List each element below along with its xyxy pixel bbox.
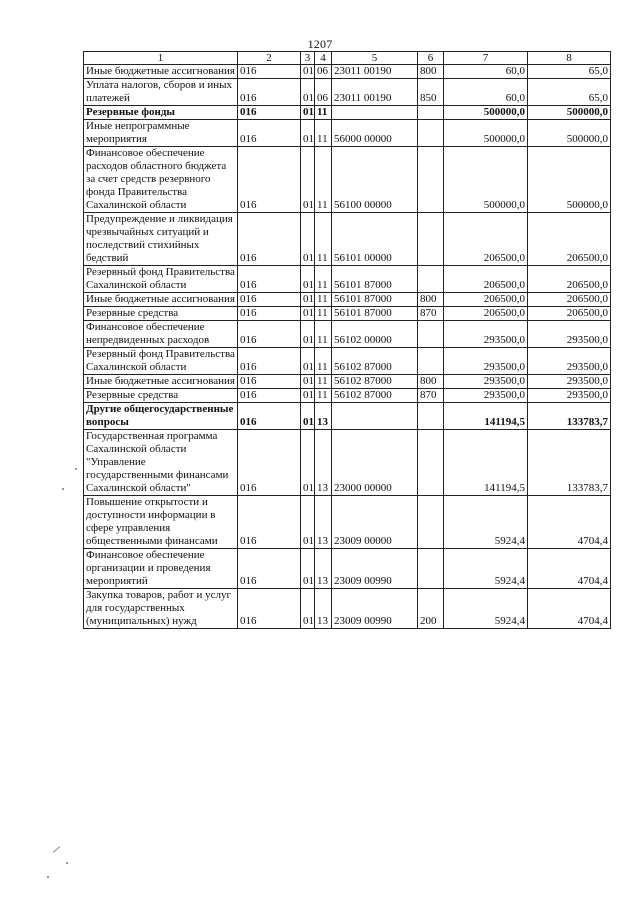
cell-ministry: 016 <box>238 348 301 375</box>
cell-sum-year-1: 60,0 <box>444 65 528 79</box>
cell-sum-year-1: 206500,0 <box>444 293 528 307</box>
cell-name: Уплата налогов, сборов и иных платежей <box>84 79 238 106</box>
cell-expense-type <box>418 106 444 120</box>
cell-name: Финансовое обеспечение организации и проведения мероприятий <box>84 549 238 589</box>
scan-speck <box>53 846 61 853</box>
cell-target-article: 56102 87000 <box>332 389 418 403</box>
cell-name: Резервные средства <box>84 307 238 321</box>
cell-expense-type <box>418 403 444 430</box>
cell-sum-year-2: 293500,0 <box>528 348 611 375</box>
cell-subsection: 11 <box>315 106 332 120</box>
cell-section: 01 <box>301 213 315 266</box>
cell-sum-year-2: 4704,4 <box>528 496 611 549</box>
cell-subsection: 11 <box>315 348 332 375</box>
cell-subsection: 13 <box>315 403 332 430</box>
cell-target-article <box>332 403 418 430</box>
cell-sum-year-1: 5924,4 <box>444 549 528 589</box>
scan-speck <box>66 862 68 864</box>
column-header: 1 <box>84 52 238 65</box>
cell-ministry: 016 <box>238 266 301 293</box>
cell-name: Предупреждение и ликвидация чрезвычайных ситуаций и последствий стихийных бедствий <box>84 213 238 266</box>
cell-target-article: 56101 00000 <box>332 213 418 266</box>
cell-sum-year-1: 60,0 <box>444 79 528 106</box>
cell-ministry: 016 <box>238 120 301 147</box>
cell-ministry: 016 <box>238 549 301 589</box>
cell-sum-year-2: 206500,0 <box>528 266 611 293</box>
cell-section: 01 <box>301 65 315 79</box>
header-row <box>84 52 611 65</box>
table-row <box>84 321 611 348</box>
cell-sum-year-2: 500000,0 <box>528 106 611 120</box>
table-row <box>84 375 611 389</box>
table-row <box>84 589 611 629</box>
cell-ministry: 016 <box>238 79 301 106</box>
cell-expense-type: 850 <box>418 79 444 106</box>
cell-expense-type: 800 <box>418 375 444 389</box>
cell-sum-year-2: 133783,7 <box>528 430 611 496</box>
table-row <box>84 403 611 430</box>
cell-sum-year-1: 5924,4 <box>444 589 528 629</box>
cell-sum-year-1: 500000,0 <box>444 120 528 147</box>
scan-speck <box>47 876 49 878</box>
cell-name: Иные бюджетные ассигнования <box>84 65 238 79</box>
cell-sum-year-2: 4704,4 <box>528 549 611 589</box>
cell-subsection: 11 <box>315 266 332 293</box>
cell-section: 01 <box>301 307 315 321</box>
cell-ministry: 016 <box>238 65 301 79</box>
cell-ministry: 016 <box>238 389 301 403</box>
cell-sum-year-1: 141194,5 <box>444 403 528 430</box>
table-row <box>84 213 611 266</box>
cell-subsection: 13 <box>315 589 332 629</box>
cell-sum-year-2: 293500,0 <box>528 375 611 389</box>
cell-subsection: 06 <box>315 65 332 79</box>
cell-target-article: 56102 00000 <box>332 321 418 348</box>
cell-ministry: 016 <box>238 213 301 266</box>
cell-section: 01 <box>301 403 315 430</box>
cell-name: Государственная программа Сахалинской области "Управление государственными финансами Сахалинской области" <box>84 430 238 496</box>
cell-section: 01 <box>301 120 315 147</box>
cell-ministry: 016 <box>238 589 301 629</box>
cell-name: Финансовое обеспечение расходов областного бюджета за счет средств резервного фонда Правительства Сахалинской области <box>84 147 238 213</box>
cell-expense-type: 200 <box>418 589 444 629</box>
cell-ministry: 016 <box>238 403 301 430</box>
cell-section: 01 <box>301 147 315 213</box>
cell-section: 01 <box>301 549 315 589</box>
cell-expense-type <box>418 549 444 589</box>
cell-target-article: 23009 00990 <box>332 549 418 589</box>
cell-subsection: 06 <box>315 79 332 106</box>
cell-subsection: 13 <box>315 496 332 549</box>
cell-subsection: 11 <box>315 213 332 266</box>
table-row <box>84 293 611 307</box>
cell-name: Иные бюджетные ассигнования <box>84 293 238 307</box>
cell-sum-year-1: 206500,0 <box>444 213 528 266</box>
cell-name: Иные непрограммные мероприятия <box>84 120 238 147</box>
cell-ministry: 016 <box>238 430 301 496</box>
cell-name: Резервный фонд Правительства Сахалинской области <box>84 348 238 375</box>
cell-section: 01 <box>301 389 315 403</box>
cell-sum-year-1: 293500,0 <box>444 389 528 403</box>
cell-sum-year-1: 293500,0 <box>444 375 528 389</box>
cell-subsection: 11 <box>315 307 332 321</box>
cell-section: 01 <box>301 589 315 629</box>
cell-sum-year-2: 65,0 <box>528 79 611 106</box>
cell-section: 01 <box>301 293 315 307</box>
page-number: 1207 <box>307 37 333 51</box>
cell-name: Резервные средства <box>84 389 238 403</box>
cell-target-article: 23011 00190 <box>332 79 418 106</box>
cell-name: Резервный фонд Правительства Сахалинской области <box>84 266 238 293</box>
table-row <box>84 266 611 293</box>
cell-expense-type <box>418 120 444 147</box>
cell-expense-type <box>418 266 444 293</box>
cell-ministry: 016 <box>238 375 301 389</box>
cell-ministry: 016 <box>238 496 301 549</box>
cell-sum-year-2: 293500,0 <box>528 389 611 403</box>
cell-expense-type <box>418 496 444 549</box>
table-row <box>84 79 611 106</box>
cell-ministry: 016 <box>238 321 301 348</box>
cell-subsection: 11 <box>315 120 332 147</box>
cell-target-article: 56102 87000 <box>332 348 418 375</box>
column-header: 8 <box>528 52 611 65</box>
cell-target-article: 56101 87000 <box>332 307 418 321</box>
cell-sum-year-2: 500000,0 <box>528 120 611 147</box>
column-header: 6 <box>418 52 444 65</box>
budget-table <box>83 51 611 629</box>
table-row <box>84 389 611 403</box>
table-row <box>84 348 611 375</box>
cell-section: 01 <box>301 106 315 120</box>
table-row <box>84 147 611 213</box>
cell-target-article: 23009 00990 <box>332 589 418 629</box>
cell-sum-year-2: 206500,0 <box>528 213 611 266</box>
cell-expense-type <box>418 348 444 375</box>
column-header: 2 <box>238 52 301 65</box>
cell-target-article: 56101 87000 <box>332 266 418 293</box>
cell-section: 01 <box>301 79 315 106</box>
cell-section: 01 <box>301 496 315 549</box>
cell-sum-year-2: 500000,0 <box>528 147 611 213</box>
cell-expense-type <box>418 147 444 213</box>
cell-name: Иные бюджетные ассигнования <box>84 375 238 389</box>
cell-subsection: 11 <box>315 389 332 403</box>
cell-sum-year-1: 500000,0 <box>444 147 528 213</box>
cell-expense-type: 870 <box>418 389 444 403</box>
table-row <box>84 120 611 147</box>
cell-section: 01 <box>301 430 315 496</box>
cell-sum-year-1: 293500,0 <box>444 348 528 375</box>
column-header: 4 <box>315 52 332 65</box>
cell-sum-year-1: 206500,0 <box>444 307 528 321</box>
cell-expense-type: 870 <box>418 307 444 321</box>
cell-target-article: 23011 00190 <box>332 65 418 79</box>
cell-target-article: 56102 87000 <box>332 375 418 389</box>
cell-expense-type <box>418 213 444 266</box>
cell-subsection: 13 <box>315 549 332 589</box>
cell-ministry: 016 <box>238 147 301 213</box>
table-row <box>84 549 611 589</box>
cell-subsection: 11 <box>315 147 332 213</box>
table-row <box>84 65 611 79</box>
cell-sum-year-2: 133783,7 <box>528 403 611 430</box>
cell-target-article: 23009 00000 <box>332 496 418 549</box>
table-row <box>84 430 611 496</box>
cell-subsection: 13 <box>315 430 332 496</box>
column-header: 5 <box>332 52 418 65</box>
cell-name: Закупка товаров, работ и услуг для государственных (муниципальных) нужд <box>84 589 238 629</box>
cell-name: Повышение открытости и доступности информации в сфере управления общественными финансами <box>84 496 238 549</box>
column-header: 3 <box>301 52 315 65</box>
cell-expense-type <box>418 430 444 496</box>
scan-speck <box>62 488 64 490</box>
cell-sum-year-2: 4704,4 <box>528 589 611 629</box>
cell-ministry: 016 <box>238 307 301 321</box>
cell-name: Резервные фонды <box>84 106 238 120</box>
cell-target-article: 56101 87000 <box>332 293 418 307</box>
cell-sum-year-1: 206500,0 <box>444 266 528 293</box>
cell-subsection: 11 <box>315 293 332 307</box>
cell-expense-type <box>418 321 444 348</box>
cell-subsection: 11 <box>315 321 332 348</box>
column-header: 7 <box>444 52 528 65</box>
cell-target-article: 56100 00000 <box>332 147 418 213</box>
cell-sum-year-1: 500000,0 <box>444 106 528 120</box>
cell-section: 01 <box>301 348 315 375</box>
cell-section: 01 <box>301 321 315 348</box>
cell-sum-year-2: 65,0 <box>528 65 611 79</box>
cell-ministry: 016 <box>238 106 301 120</box>
table-row <box>84 106 611 120</box>
cell-expense-type: 800 <box>418 293 444 307</box>
cell-expense-type: 800 <box>418 65 444 79</box>
cell-sum-year-1: 5924,4 <box>444 496 528 549</box>
cell-target-article: 23000 00000 <box>332 430 418 496</box>
cell-name: Другие общегосударственные вопросы <box>84 403 238 430</box>
table-body <box>84 65 611 629</box>
cell-sum-year-2: 206500,0 <box>528 307 611 321</box>
table-row <box>84 307 611 321</box>
cell-target-article: 56000 00000 <box>332 120 418 147</box>
cell-subsection: 11 <box>315 375 332 389</box>
table-row <box>84 496 611 549</box>
cell-ministry: 016 <box>238 293 301 307</box>
cell-section: 01 <box>301 266 315 293</box>
cell-sum-year-1: 293500,0 <box>444 321 528 348</box>
cell-section: 01 <box>301 375 315 389</box>
cell-sum-year-2: 293500,0 <box>528 321 611 348</box>
cell-sum-year-1: 141194,5 <box>444 430 528 496</box>
cell-target-article <box>332 106 418 120</box>
scan-speck <box>75 468 77 470</box>
cell-sum-year-2: 206500,0 <box>528 293 611 307</box>
cell-name: Финансовое обеспечение непредвиденных расходов <box>84 321 238 348</box>
